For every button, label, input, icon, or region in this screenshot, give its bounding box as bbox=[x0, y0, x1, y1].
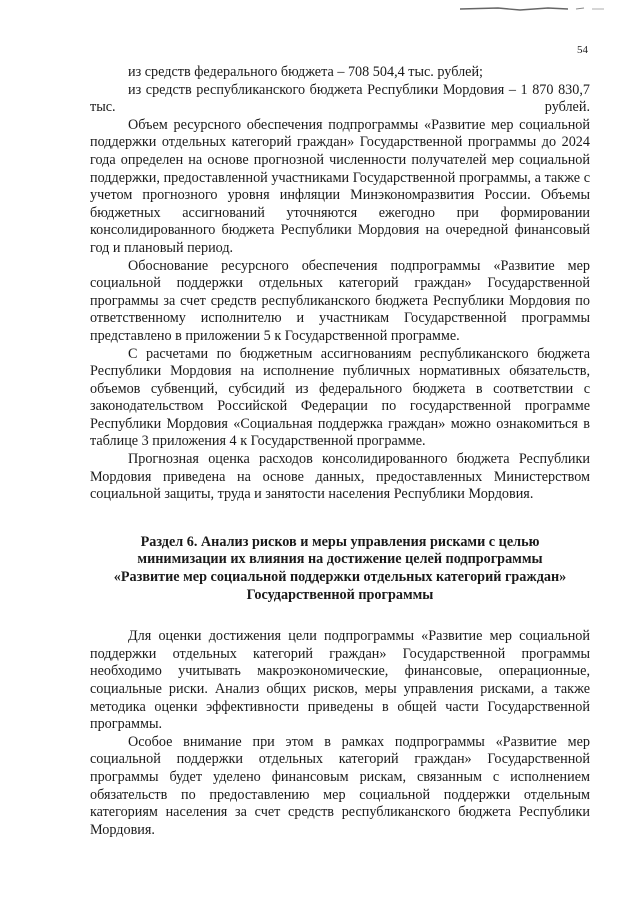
document-body bbox=[90, 64, 590, 839]
paragraph-resource-volume: Объем ресурсного обеспечения подпрограммы «Развитие мер социальной поддержки отдельных категорий граждан» Государственной программы до 2024 года определен на основе прогнозной численности получателей мер социальной поддержки, предоставленной участниками Государственной программы, а также с учетом прогнозного уровня инфляции Минэкономразвития России. Объемы бюджетных ассигнований уточняются ежегодно при формировании консолидированного бюджета Республики Мордовия на очередной финансовый год и плановый период. bbox=[90, 116, 590, 256]
heading-line: Раздел 6. Анализ рисков и меры управления рисками с целью bbox=[140, 533, 540, 550]
scan-artifact-mark bbox=[458, 6, 608, 12]
paragraph-budget-calculations: С расчетами по бюджетным ассигнованиям республиканского бюджета Республики Мордовия на исполнение публичных нормативных обязательств, объемов субвенций, субсидий из федерального бюджета в соответствии с законодательством Российской Федерации по государственной программе Республики Мордовия «Социальная поддержка граждан» можно ознакомиться в таблице 3 приложения 4 к Государственной программе. bbox=[90, 345, 590, 450]
paragraph-risk-assessment: Для оценки достижения цели подпрограммы «Развитие мер социальной поддержки отдельных категорий граждан» Государственной программы необходимо учитывать макроэкономические, финансовые, операционные, социальные риски. Анализ общих рисков, меры управления рисками, а также методика оценки эффективности приведены в общей части Государственной программы. bbox=[90, 628, 590, 733]
page-number: 54 bbox=[577, 44, 588, 56]
heading-line: Государственной программы bbox=[246, 586, 434, 603]
section-6-heading bbox=[90, 534, 590, 604]
paragraph-forecast-estimate: Прогнозная оценка расходов консолидированного бюджета Республики Мордовия приведена на основе данных, предоставленных Министерством социальной защиты, труда и занятости населения Республики Мордовия. bbox=[90, 451, 590, 503]
heading-line: «Развитие мер социальной поддержки отдельных категорий граждан» bbox=[113, 569, 567, 586]
paragraph-federal-budget: из средств федерального бюджета – 708 504,4 тыс. рублей; bbox=[128, 64, 483, 80]
paragraph-republican-budget: из средств республиканского бюджета Республики Мордовия – 1 870 830,7 тыс. рублей. bbox=[90, 81, 590, 116]
paragraph-resource-justification: Обоснование ресурсного обеспечения подпрограммы «Развитие мер социальной поддержки отдельных категорий граждан» Государственной программы за счет средств республиканского бюджета Республики Мордовия по ответственному исполнителю и участникам Государственной программы представлено в приложении 5 к Государственной программе. bbox=[90, 257, 590, 344]
heading-line: минимизации их влияния на достижение целей подпрограммы bbox=[137, 551, 543, 568]
paragraph-financial-risks: Особое внимание при этом в рамках подпрограммы «Развитие мер социальной поддержки отдельных категорий граждан» Государственной программы будет уделено финансовым рискам, связанным с исполнением обязательств по предоставлению мер социальной поддержки отдельным категориям населения за счет средств республиканского бюджета Республики Мордовия. bbox=[90, 733, 590, 838]
